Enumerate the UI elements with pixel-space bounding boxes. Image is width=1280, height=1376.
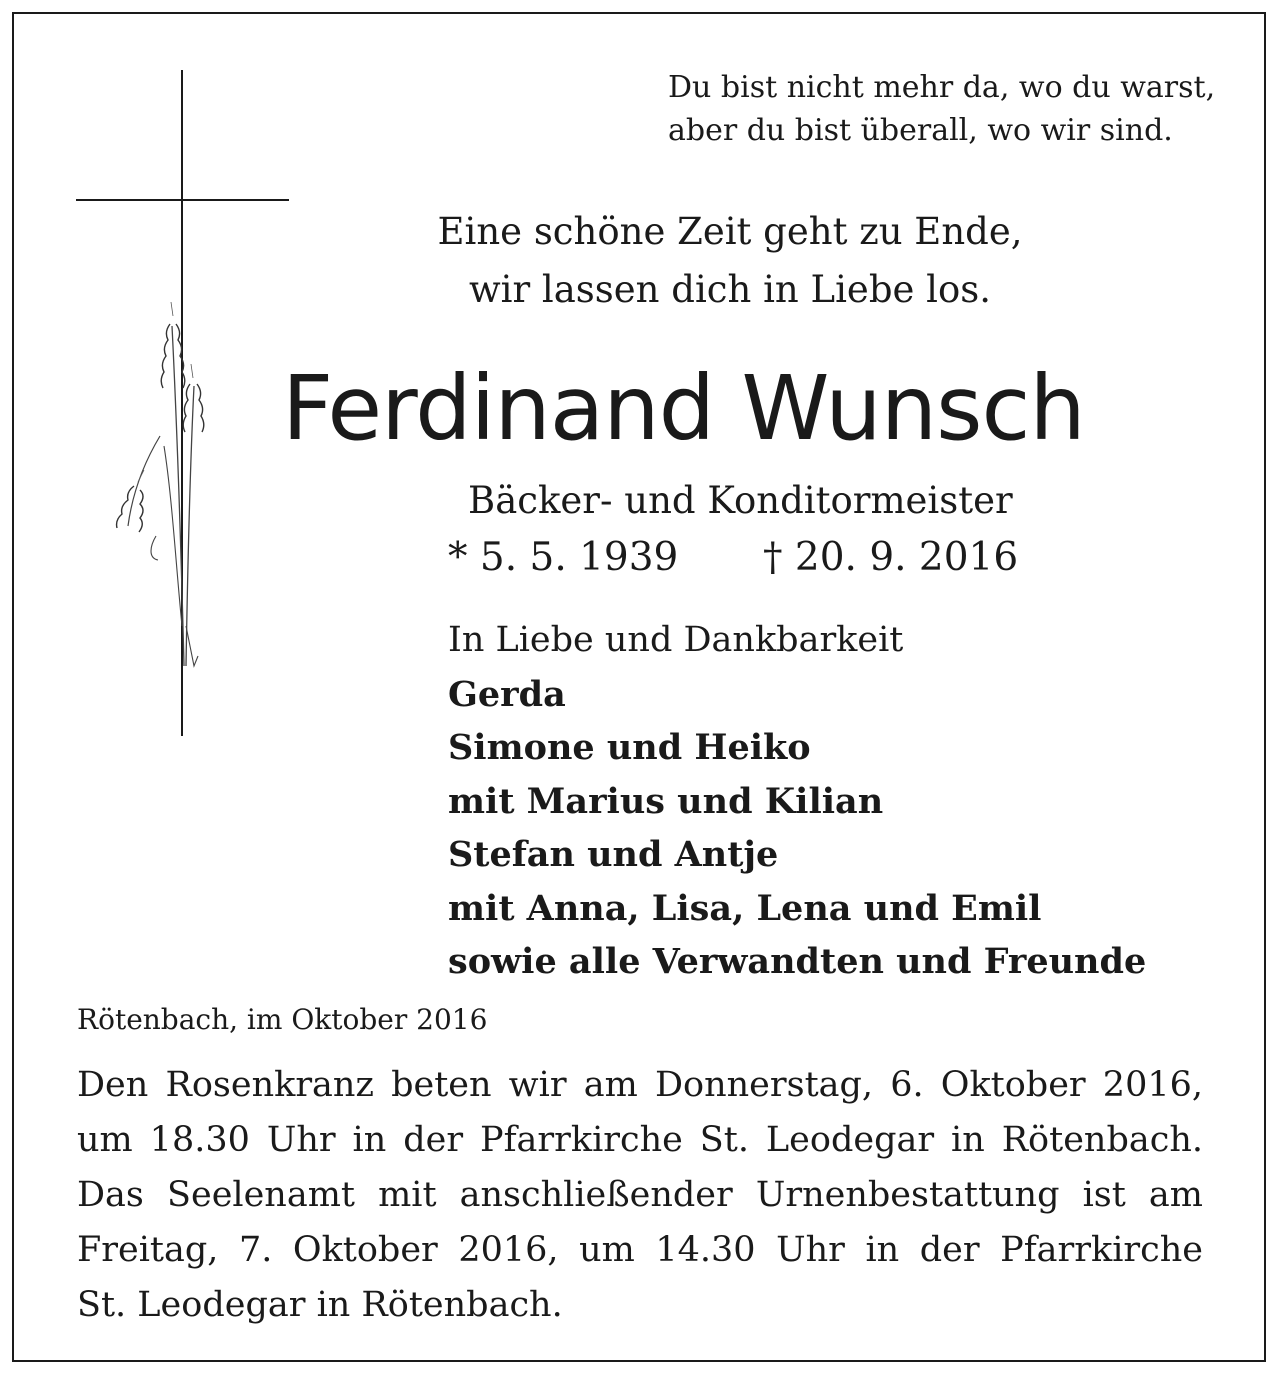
quote — [668, 66, 1215, 152]
death-date: † 20. 9. 2016 — [763, 535, 1019, 580]
quote-line: Du bist nicht mehr da, wo du warst, — [668, 70, 1216, 105]
family-member: Gerda — [448, 673, 566, 715]
service-text-line: Freitag, 7. Oktober 2016, um 14.30 Uhr in der Pfarrkirche — [77, 1230, 1203, 1270]
family-member: Stefan und Antje — [448, 834, 779, 875]
quote-line: aber du bist überall, wo wir sind. — [668, 113, 1173, 148]
family-member: mit Marius und Kilian — [448, 780, 884, 822]
service-text-line: Das Seelenamt mit anschließender Urnenbestattung ist am — [77, 1175, 1203, 1215]
service-text-line: um 18.30 Uhr in der Pfarrkirche St. Leodegar in Rötenbach. — [77, 1120, 1203, 1160]
birth-date: * 5. 5. 1939 — [448, 535, 679, 580]
verse-line: Eine schöne Zeit geht zu Ende, — [437, 210, 1023, 253]
verse — [340, 203, 1120, 319]
family-member: sowie alle Verwandten und Freunde — [448, 941, 1147, 982]
deceased-name: Ferdinand Wunsch — [282, 356, 1085, 460]
service-text-line: St. Leodegar in Rötenbach. — [77, 1285, 563, 1325]
deceased-profession: Bäcker- und Konditormeister — [468, 479, 1013, 522]
place-date: Rötenbach, im Oktober 2016 — [77, 1003, 488, 1036]
family-member: Simone und Heiko — [448, 727, 811, 768]
family-signature — [448, 614, 1146, 989]
family-intro: In Liebe und Dankbarkeit — [448, 620, 904, 660]
cross-with-wheat-icon — [72, 66, 302, 746]
service-text-line: Den Rosenkranz beten wir am Donnerstag, 6. Oktober 2016, — [77, 1065, 1203, 1105]
verse-line: wir lassen dich in Liebe los. — [468, 268, 992, 311]
family-member: mit Anna, Lisa, Lena und Emil — [448, 887, 1042, 929]
service-information — [77, 1058, 1203, 1333]
